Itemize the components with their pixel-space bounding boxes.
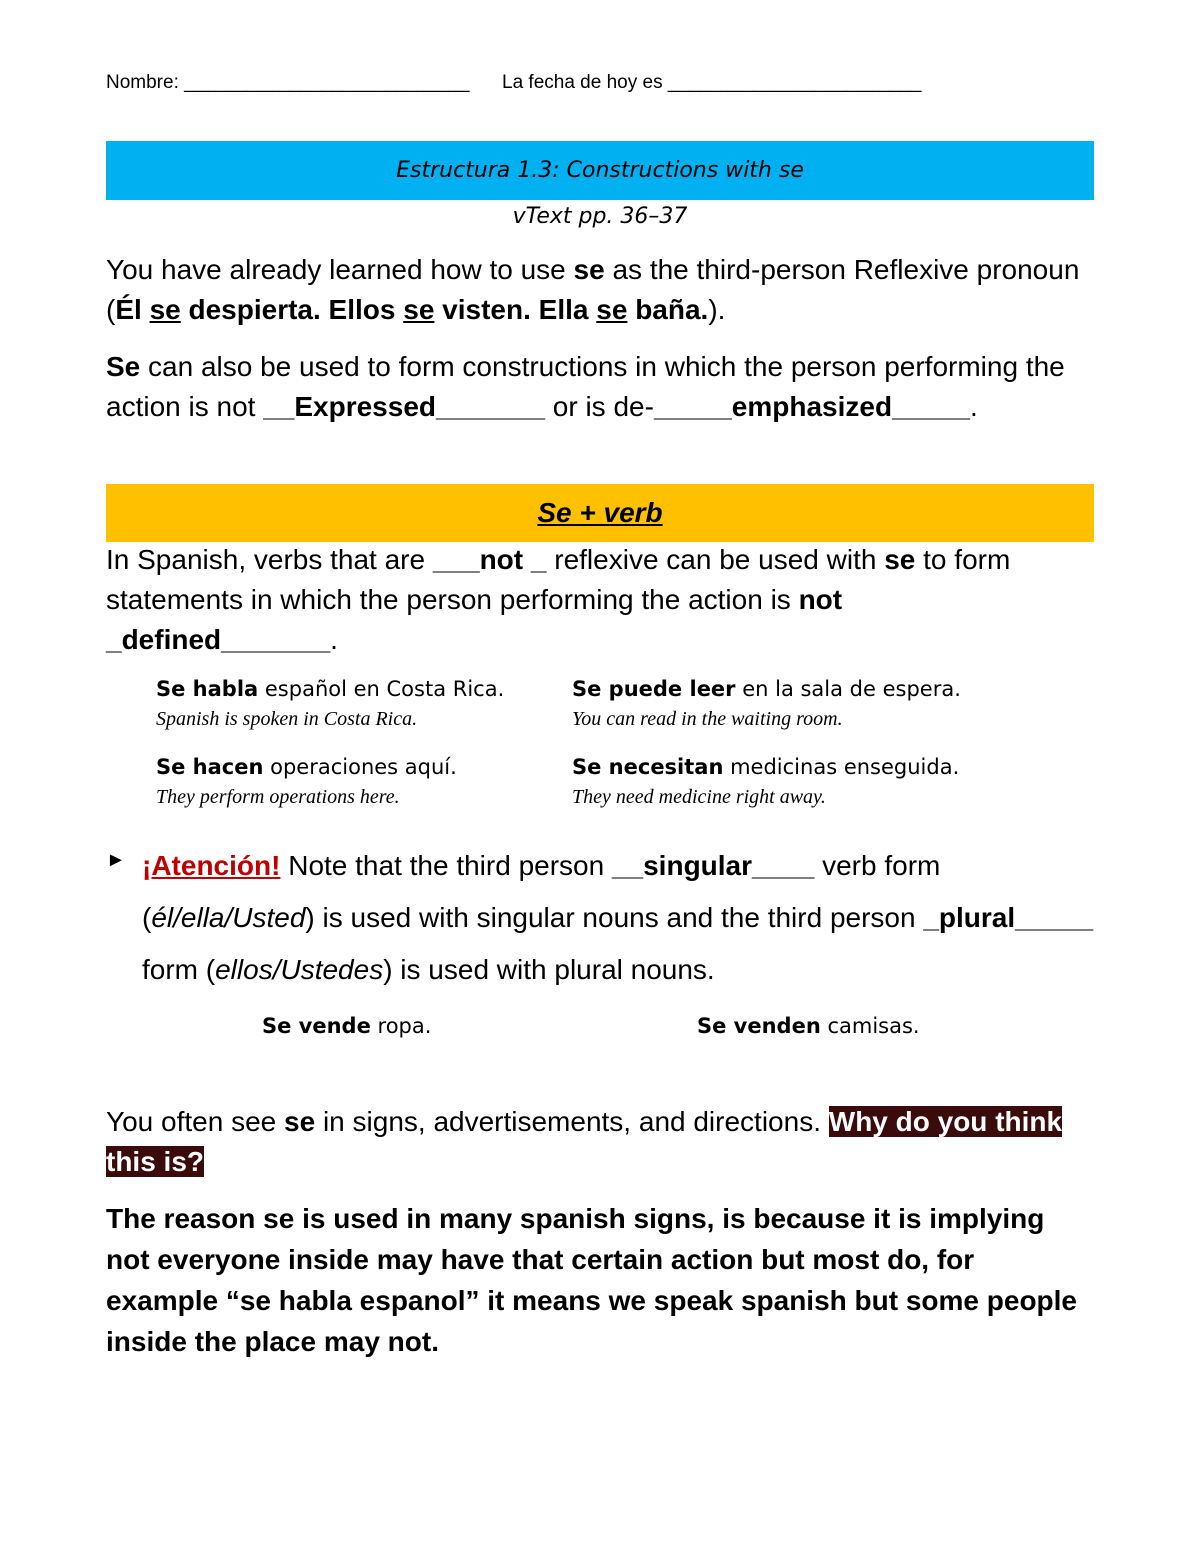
question-highlight: Why do you think this is? bbox=[106, 1106, 1063, 1177]
vende-example: Se vende ropa. bbox=[262, 1014, 432, 1038]
expressed-blank: __Expressed_______ bbox=[263, 391, 545, 422]
atencion-note: ► ¡Atención! Note that the third person __singular____ verb form (él/ella/Usted) is used with singular nouns and the third person _plural_____ form (ellos/Ustedes) is used with plural nouns. bbox=[106, 840, 1094, 996]
name-blank: ___________________________ bbox=[184, 72, 470, 93]
example-item: Se hacen operaciones aquí. They perform operations here. bbox=[156, 755, 457, 808]
name-label: Nombre: bbox=[106, 72, 179, 93]
se-verb-banner bbox=[106, 484, 1094, 542]
vtext-pages: vText pp. 36–37 bbox=[512, 204, 688, 229]
header-line bbox=[106, 72, 1094, 94]
atencion-label: ¡Atención! bbox=[142, 850, 281, 881]
venden-example: Se venden camisas. bbox=[697, 1014, 920, 1038]
example-item: Se habla español en Costa Rica. Spanish is spoken in Costa Rica. bbox=[156, 677, 505, 730]
date-label: La fecha de hoy es bbox=[502, 72, 663, 93]
example-item: Se necesitan medicinas enseguida. They need medicine right away. bbox=[572, 755, 960, 808]
intro-paragraph: You have already learned how to use se as the third-person Reflexive pronoun (Él se despierta. Ellos se visten. Ella se baña.). bbox=[106, 254, 1080, 325]
defined-blank: _defined_______ bbox=[106, 624, 331, 655]
constructions-paragraph: Se can also be used to form constructions in which the person performing the action is not __Expressed_______ or is de-_____emphasized_____. bbox=[106, 351, 1065, 422]
title-text: Estructura 1.3: Constructions with se bbox=[396, 158, 804, 183]
title-banner bbox=[106, 141, 1094, 200]
date-blank: ________________________ bbox=[667, 72, 922, 93]
plural-blank: _plural_____ bbox=[923, 902, 1094, 933]
emphasized-blank: _____emphasized_____ bbox=[653, 391, 970, 422]
spanish-verbs-paragraph: In Spanish, verbs that are ___not _ reflexive can be used with se to form statements in which the person performing the action is not _defined_______. bbox=[106, 544, 1011, 655]
signs-paragraph: You often see se in signs, advertisements, and directions. Why do you think this is? bbox=[106, 1106, 1063, 1177]
arrow-bullet-icon: ► bbox=[106, 849, 126, 871]
not-blank: ___not _ bbox=[432, 544, 547, 575]
section-title: Se + verb bbox=[537, 497, 663, 528]
example-item: Se puede leer en la sala de espera. You can read in the waiting room. bbox=[572, 677, 961, 730]
singular-blank: __singular____ bbox=[611, 850, 815, 881]
student-answer: The reason se is used in many spanish signs, is because it is implying not everyone inside may have that certain action but most do, for example “se habla espanol” it means we speak spanish but some people inside the place may not. bbox=[106, 1203, 1078, 1357]
